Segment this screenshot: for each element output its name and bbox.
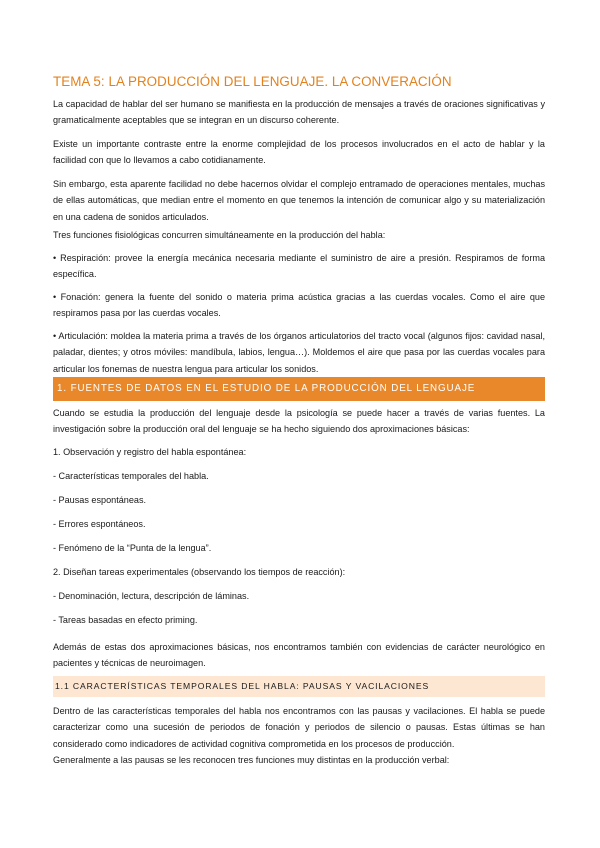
function-fonacion: • Fonación: genera la fuente del sonido o materia prima acústica gracias a las cuerdas vocales. Como el aire que respiramos pasa por las cuerdas vocales.: [53, 292, 545, 319]
section-heading-1: 1. FUENTES DE DATOS EN EL ESTUDIO DE LA PRODUCCIÓN DEL LENGUAJE: [53, 377, 545, 401]
section1-1-paragraph-2: Generalmente a las pausas se les reconocen tres funciones muy distintas en la producción verbal:: [53, 755, 450, 765]
intro-paragraph-1: La capacidad de hablar del ser humano se manifiesta en la producción de mensajes a través de oraciones significativas y gramaticalmente aceptables que se integran en un discurso coherente.: [53, 99, 545, 126]
page-title: TEMA 5: LA PRODUCCIÓN DEL LENGUAJE. LA CONVERACIÓN: [53, 74, 452, 89]
section1-1-paragraph-1: Dentro de las características temporales del habla nos encontramos con las pausas y vacilaciones. El habla se puede caracterizar como una sucesión de periodos de fonación y periodos de silencio o pausas. Estas últimas se han considerado como indicadores de actividad cognitiva comprometida en los procesos de producción.: [53, 706, 545, 749]
function-respiracion: • Respiración: provee la energía mecánica necesaria mediante el suministro de aire a presión. Respiramos de forma específica.: [53, 253, 545, 280]
list-item-observacion: 1. Observación y registro del habla espontánea:: [53, 447, 247, 457]
intro-paragraph-4: Tres funciones fisiológicas concurren simultáneamente en la producción del habla:: [53, 230, 386, 240]
list-subitem: - Tareas basadas en efecto priming.: [53, 615, 198, 625]
section1-paragraph-2: Además de estas dos aproximaciones básicas, nos encontramos también con evidencias de carácter neurológico en pacientes y técnicas de neuroimagen.: [53, 642, 545, 669]
list-subitem: - Fenómeno de la “Punta de la lengua”.: [53, 543, 212, 553]
section-heading-1-1: 1.1 CARACTERÍSTICAS TEMPORALES DEL HABLA: PAUSAS Y VACILACIONES: [53, 676, 545, 697]
intro-paragraph-2: Existe un importante contraste entre la enorme complejidad de los procesos involucrados en el acto de hablar y la facilidad con que lo llevamos a cabo cotidianamente.: [53, 139, 545, 166]
section1-paragraph-1: Cuando se estudia la producción del lenguaje desde la psicología se puede hacer a través de varias fuentes. La investigación sobre la producción oral del lenguaje se ha hecho siguiendo dos aproximaciones básicas:: [53, 408, 545, 435]
list-subitem: - Errores espontáneos.: [53, 519, 146, 529]
intro-paragraph-3: Sin embargo, esta aparente facilidad no debe hacernos olvidar el complejo entramado de operaciones mentales, muchas de ellas automáticas, que median entre el momento en que tenemos la intención de comunicar algo y su materialización en una cadena de sonidos articulados.: [53, 179, 545, 222]
list-subitem: - Características temporales del habla.: [53, 471, 209, 481]
function-articulacion: • Articulación: moldea la materia prima a través de los órganos articulatorios del tracto vocal (algunos fijos: cavidad nasal, paladar, dientes; y otros móviles: mandíbula, labios, lengua…). Moldemos el aire que pasa por las cuerdas vocales para articular los fonemas de nuestra lengua para articular los sonidos.: [53, 331, 545, 374]
list-item-tareas: 2. Diseñan tareas experimentales (observando los tiempos de reacción):: [53, 567, 346, 577]
list-subitem: - Denominación, lectura, descripción de láminas.: [53, 591, 250, 601]
list-subitem: - Pausas espontáneas.: [53, 495, 147, 505]
